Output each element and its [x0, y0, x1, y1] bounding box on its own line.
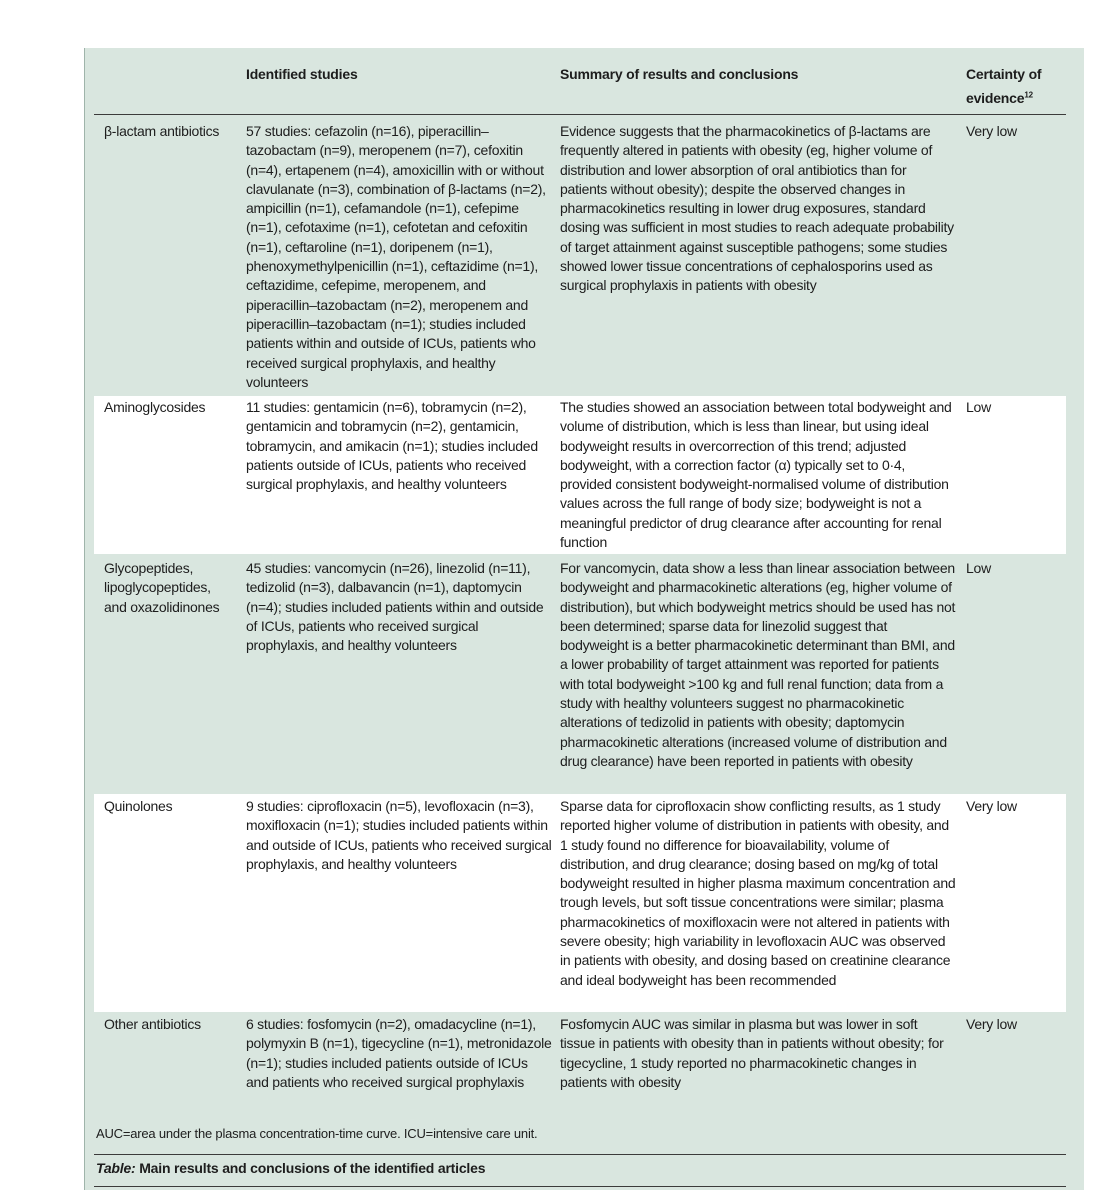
row-studies-quinolones: 9 studies: ciprofloxacin (n=5), levofloxacin (n=3), moxifloxacin (n=1); studies included patients within and outside of ICUs, patients who received surgical prophylaxis, and healthy volunteers — [246, 798, 552, 872]
row-summary-quinolones: Sparse data for ciprofloxacin show conflicting results, as 1 study reported higher volume of distribution in patients with obesity, and 1 study found no difference for bioavailability, volume of distribution, and drug clearance; dosing based on mg/kg of total bodyweight resulted in higher plasma maximum concentration and trough levels, but soft tissue concentrations were similar; plasma pharmacokinetics of moxifloxacin were not altered in patients with severe obesity; high variability in levofloxacin AUC was observed in patients with obesity, and dosing based on creatinine clearance and ideal bodyweight has been recommended — [560, 798, 956, 988]
header-identified-studies: Identified studies — [246, 66, 358, 82]
row-class-glycopeptides: Glycopeptides, lipoglycopeptides, and oxazolidinones — [104, 560, 220, 615]
caption-text: Main results and conclusions of the identified articles — [139, 1160, 486, 1176]
row-studies-aminoglycosides: 11 studies: gentamicin (n=6), tobramycin (n=2), gentamicin and tobramycin (n=2), gentamicin, tobramycin, and amikacin (n=1); studies included patients outside of ICUs, patients who received surgical prophylaxis, and healthy volunteers — [246, 399, 538, 493]
header-certainty-ref: 12 — [1024, 90, 1033, 100]
caption-bottom-rule — [94, 1186, 1066, 1187]
caption-label: Table: — [96, 1160, 136, 1176]
row-class-aminoglycosides: Aminoglycosides — [104, 399, 206, 415]
row-class-beta-lactam: β-lactam antibiotics — [104, 123, 220, 139]
row-summary-glycopeptides: For vancomycin, data show a less than linear association between bodyweight and pharmacokinetic alterations (eg, higher volume of distribution), but which bodyweight metrics should be used has not been determined; sparse data for linezolid suggest that bodyweight is a better pharmacokinetic determinant than BMI, and a lower probability of target attainment was reported for patients with total bodyweight >100 kg and full renal function; data from a study with healthy volunteers suggest no pharmacokinetic alterations of tedizolid in patients with obesity; daptomycin pharmacokinetic alterations (increased volume of distribution and drug clearance) have been reported in patients with obesity — [560, 560, 956, 769]
row-summary-aminoglycosides: The studies showed an association between total bodyweight and volume of distribution, which is less than linear, but using ideal bodyweight results in overcorrection of this trend; adjusted bodyweight, with a correction factor (α) typically set to 0·4, provided consistent bodyweight-normalised volume of distribution values across the full range of body size; bodyweight is not a meaningful predictor of drug clearance after accounting for renal function — [560, 399, 952, 551]
row-summary-beta-lactam: Evidence suggests that the pharmacokinetics of β-lactams are frequently altered in patients with obesity (eg, higher volume of distribution and lower absorption of oral antibiotics than for patients without obesity); despite the observed changes in pharmacokinetics resulting in lower drug exposures, standard dosing was sufficient in most studies to reach adequate probability of target attainment against susceptible pathogens; some studies showed lower tissue concentrations of cephalosporins used as surgical prophylaxis in patients with obesity — [560, 123, 954, 294]
header-certainty — [966, 62, 1056, 110]
table-footnote: AUC=area under the plasma concentration-time curve. ICU=intensive care unit. — [96, 1126, 538, 1141]
caption-top-rule — [94, 1154, 1066, 1155]
panel-left-border — [84, 48, 85, 1190]
row-certainty-beta-lactam: Very low — [966, 123, 1017, 139]
table-caption — [96, 1160, 485, 1176]
row-certainty-glycopeptides: Low — [966, 560, 991, 576]
row-certainty-quinolones: Very low — [966, 798, 1017, 814]
row-certainty-other: Very low — [966, 1016, 1017, 1032]
row-class-other: Other antibiotics — [104, 1016, 201, 1032]
row-studies-other: 6 studies: fosfomycin (n=2), omadacycline (n=1), polymyxin B (n=1), tigecycline (n=1), metronidazole (n=1); studies included patients outside of ICUs and patients who received surgical prophylaxis — [246, 1016, 552, 1090]
row-class-quinolones: Quinolones — [104, 798, 173, 814]
header-rule — [94, 114, 1066, 115]
row-certainty-aminoglycosides: Low — [966, 399, 991, 415]
header-summary: Summary of results and conclusions — [560, 66, 799, 82]
row-studies-glycopeptides: 45 studies: vancomycin (n=26), linezolid (n=11), tedizolid (n=3), dalbavancin (n=1), daptomycin (n=4); studies included patients within and outside of ICUs, patients who received surgical prophylaxis, and healthy volunteers — [246, 560, 544, 654]
row-studies-beta-lactam: 57 studies: cefazolin (n=16), piperacillin–tazobactam (n=9), meropenem (n=7), cefoxitin (n=4), ertapenem (n=4), amoxicillin with or without clavulanate (n=3), combination of β-lactams (n=2), ampicillin (n=1), cefamandole (n=1), cefepime (n=1), cefotaxime (n=1), cefotetan and cefoxitin (n=1), ceftaroline (n=1), doripenem (n=1), phenoxymethylpenicillin (n=1), ceftazidime (n=1), ceftazidime, cefepime, meropenem, and piperacillin–tazobactam (n=2), meropenem and piperacillin–tazobactam (n=1); studies included patients within and outside of ICUs, patients who received surgical prophylaxis, and healthy volunteers — [246, 123, 546, 390]
row-summary-other: Fosfomycin AUC was similar in plasma but was lower in soft tissue in patients with obesity than in patients without obesity; for tigecycline, 1 study reported no pharmacokinetic changes in patients with obesity — [560, 1016, 944, 1090]
header-certainty-text: Certainty of evidence — [966, 66, 1042, 106]
